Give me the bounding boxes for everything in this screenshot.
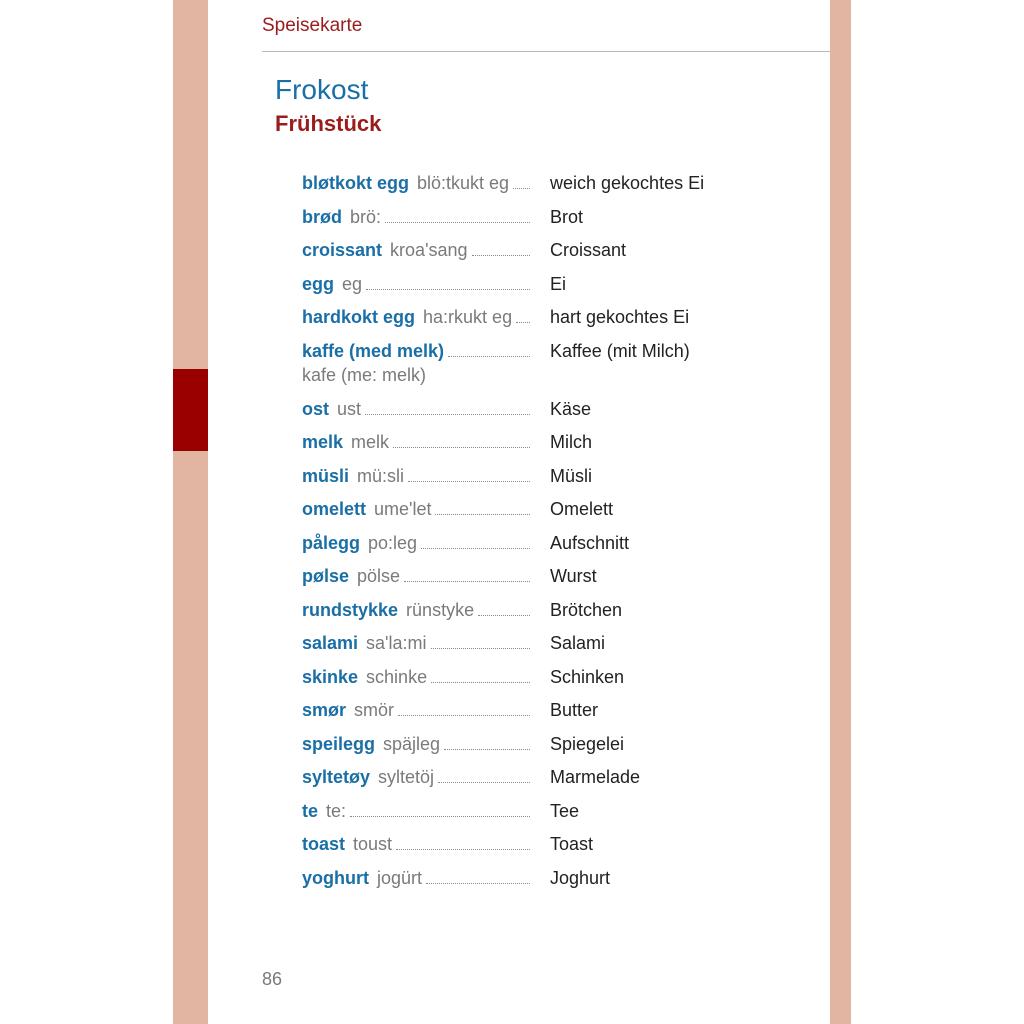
- page-bleed-left: [173, 0, 208, 1024]
- norwegian-word: toast: [302, 834, 346, 854]
- vocab-term-cell: [302, 798, 530, 824]
- norwegian-word: melk: [302, 432, 344, 452]
- dot-leader: [408, 481, 530, 482]
- german-translation: Salami: [550, 633, 606, 653]
- pronunciation: rünstyke: [406, 599, 475, 620]
- german-translation: Spiegelei: [550, 733, 625, 754]
- vocab-term-cell: [302, 630, 530, 656]
- pronunciation: melk: [351, 432, 390, 452]
- vocab-term-cell: [302, 563, 530, 589]
- vocab-entry: [302, 496, 782, 522]
- norwegian-word: ost: [302, 398, 329, 419]
- norwegian-word: pølse: [302, 566, 350, 586]
- pronunciation: mü:sli: [357, 465, 405, 486]
- vocab-entry: [302, 731, 782, 757]
- vocab-term-cell: [302, 496, 530, 522]
- page-bleed-right: [830, 0, 851, 1024]
- dot-leader: [435, 514, 530, 515]
- pronunciation: po:leg: [368, 532, 418, 553]
- vocab-term-cell: [302, 865, 530, 891]
- vocab-term-cell: [302, 204, 530, 230]
- norwegian-word: müsli: [302, 465, 350, 486]
- thumb-index-tab: [173, 369, 208, 451]
- vocab-entry: [302, 237, 782, 263]
- vocab-entry: [302, 429, 782, 455]
- german-translation: Brötchen: [550, 599, 623, 620]
- german-translation: Müsli: [550, 465, 593, 486]
- vocab-entry: [302, 204, 782, 230]
- vocab-entry: [302, 865, 782, 891]
- norwegian-word: speilegg: [302, 733, 376, 754]
- vocab-entry: [302, 630, 782, 656]
- vocab-entry: [302, 170, 782, 196]
- dot-leader: [472, 255, 530, 256]
- german-translation: Schinken: [550, 666, 625, 687]
- german-translation: Toast: [550, 834, 594, 854]
- german-translation: Croissant: [550, 240, 627, 260]
- dot-leader: [421, 548, 530, 549]
- dot-leader: [385, 222, 530, 223]
- german-translation: Ei: [550, 273, 567, 294]
- vocab-term-cell: [302, 664, 530, 690]
- german-translation: Tee: [550, 800, 580, 821]
- pronunciation: toust: [353, 834, 393, 854]
- vocab-term-cell: [302, 237, 530, 263]
- norwegian-word: croissant: [302, 240, 383, 260]
- german-translation: weich gekochtes Ei: [550, 173, 705, 193]
- vocab-term-cell: [302, 831, 530, 857]
- pronunciation: jogürt: [377, 867, 423, 888]
- vocab-entry: [302, 463, 782, 489]
- norwegian-word: hardkokt egg: [302, 307, 416, 327]
- vocab-term-cell: [302, 396, 530, 422]
- vocab-entry: [302, 304, 782, 330]
- dot-leader: [350, 816, 530, 817]
- vocab-term-cell: [302, 597, 530, 623]
- vocab-term-cell: [302, 338, 530, 364]
- vocab-term-cell: [302, 731, 530, 757]
- norwegian-word: syltetøy: [302, 767, 371, 787]
- pronunciation: ust: [337, 398, 362, 419]
- norwegian-word: skinke: [302, 666, 359, 687]
- dot-leader: [444, 749, 530, 750]
- vocab-entry: [302, 798, 782, 824]
- pronunciation: blö:tkukt eg: [417, 173, 510, 193]
- dot-leader: [426, 883, 530, 884]
- vocab-term-cell: [302, 429, 530, 455]
- norwegian-word: kaffe (med melk): [302, 340, 445, 361]
- section-title-german: Frühstück: [275, 111, 382, 136]
- pronunciation: schinke: [366, 666, 428, 687]
- norwegian-word: rundstykke: [302, 599, 399, 620]
- norwegian-word: brød: [302, 206, 342, 227]
- section-title-norwegian: Frokost: [275, 74, 369, 105]
- vocab-entry: [302, 664, 782, 690]
- vocabulary-list: [302, 170, 782, 898]
- vocab-term-cell: [302, 697, 530, 723]
- vocab-entry: [302, 831, 782, 857]
- page-number: 86: [262, 969, 283, 989]
- german-translation: Käse: [550, 398, 592, 419]
- german-translation: Marmelade: [550, 767, 641, 787]
- dot-leader: [431, 648, 531, 649]
- norwegian-word: salami: [302, 633, 359, 653]
- vocab-entry: [302, 697, 782, 723]
- vocab-entry: [302, 563, 782, 589]
- dot-leader: [393, 447, 530, 448]
- pronunciation: ha:rkukt eg: [423, 307, 513, 327]
- german-translation: Omelett: [550, 499, 614, 519]
- vocab-term-cell: [302, 271, 530, 297]
- pronunciation: kafe (me: melk): [302, 364, 427, 385]
- german-translation: Joghurt: [550, 867, 611, 888]
- pronunciation: te:: [326, 800, 347, 821]
- dot-leader: [513, 188, 530, 189]
- dot-leader: [396, 849, 530, 850]
- german-translation: Aufschnitt: [550, 532, 630, 553]
- vocab-entry: [302, 338, 782, 388]
- pronunciation: sa'la:mi: [366, 633, 427, 653]
- dot-leader: [431, 682, 530, 683]
- pronunciation: ume'let: [374, 499, 432, 519]
- dot-leader: [365, 414, 530, 415]
- vocab-term-cell: [302, 530, 530, 556]
- pronunciation: brö:: [350, 206, 382, 227]
- dot-leader: [448, 356, 530, 357]
- pronunciation: eg: [342, 273, 363, 294]
- dot-leader: [404, 581, 530, 582]
- norwegian-word: te: [302, 800, 319, 821]
- vocab-entry: [302, 396, 782, 422]
- pronunciation: kroa'sang: [390, 240, 468, 260]
- vocab-term-cell: [302, 463, 530, 489]
- vocab-entry: [302, 271, 782, 297]
- vocab-entry: [302, 530, 782, 556]
- pronunciation: pölse: [357, 566, 401, 586]
- pronunciation: syltetöj: [378, 767, 435, 787]
- german-translation: Brot: [550, 206, 584, 227]
- norwegian-word: omelett: [302, 499, 367, 519]
- dot-leader: [478, 615, 530, 616]
- german-translation: Wurst: [550, 566, 597, 586]
- norwegian-word: egg: [302, 273, 335, 294]
- vocab-entry: [302, 597, 782, 623]
- norwegian-word: smør: [302, 700, 347, 720]
- norwegian-word: pålegg: [302, 532, 361, 553]
- dot-leader: [398, 715, 530, 716]
- german-translation: Butter: [550, 700, 599, 720]
- german-translation: hart gekochtes Ei: [550, 307, 690, 327]
- dot-leader: [438, 782, 530, 783]
- vocab-term-cell: [302, 764, 530, 790]
- dot-leader: [516, 322, 530, 323]
- pronunciation: späjleg: [383, 733, 441, 754]
- norwegian-word: bløtkokt egg: [302, 173, 409, 193]
- running-head: Speisekarte: [262, 15, 363, 36]
- pronunciation: smör: [354, 700, 395, 720]
- vocab-term-cell: [302, 170, 530, 196]
- header-rule: [262, 51, 830, 52]
- vocab-term-cell: [302, 304, 530, 330]
- german-translation: Kaffee (mit Milch): [550, 340, 690, 361]
- vocab-entry: [302, 764, 782, 790]
- dot-leader: [366, 289, 530, 290]
- norwegian-word: yoghurt: [302, 867, 369, 888]
- german-translation: Milch: [550, 432, 593, 452]
